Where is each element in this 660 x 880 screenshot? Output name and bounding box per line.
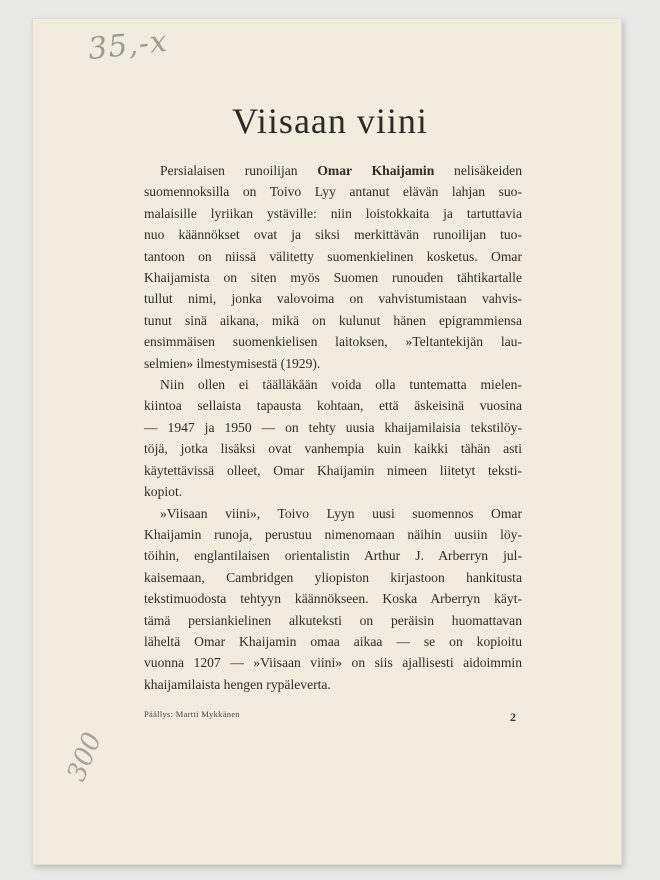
page-number: 2: [510, 710, 516, 724]
text-line: läheltä Omar Khaijamin omaa aikaa — se on kopioitu: [144, 633, 522, 649]
text-line: Khaijamin runoja, perustuu nimenomaan näihin uusiin löy-: [144, 526, 522, 542]
text-line: ensimmäisen suomenkielisen laitoksen, »Teltantekijän lau-: [144, 334, 522, 350]
page-title: Viisaan viini: [232, 101, 428, 141]
text-line: tantoon on niissä välitetty suomenkielinen kosketus. Omar: [144, 248, 522, 264]
text-line: tunut sinä aikana, mikä on kulunut hänen epigrammiensa: [144, 312, 522, 328]
text-line: kiintoa sellaista tapausta kohtaan, että äskeisinä vuosina: [144, 398, 522, 414]
text-fragment: Persialaisen runoilijan: [160, 163, 318, 178]
paragraph-3: [144, 503, 522, 696]
text-line: selmien» ilmestymisestä (1929).: [144, 355, 321, 371]
text-line: malaisille lyriikan ystäville: niin loistokkaita ja tartuttavia: [144, 205, 522, 221]
text-line: töihin, englantilaisen orientalistin Arthur J. Arberryn jul-: [144, 548, 522, 564]
paragraph-2: [144, 374, 522, 502]
paragraph-1: [144, 160, 522, 374]
pencil-price-annotation: 35,-x: [86, 23, 170, 68]
author-name: Omar Khaijamin: [317, 163, 435, 178]
text-line: vuonna 1207 — »Viisaan viini» on siis ajallisesti aidoimmin: [144, 655, 522, 671]
text-line: tullut nimi, jonka valovoima on vahvistumistaan vahvis-: [144, 291, 522, 307]
text-line: tämä persiankielinen alkuteksti on peräisin huomattavan: [144, 612, 522, 628]
text-line: suomennoksilla on Toivo Lyy antanut elävän lahjan suo-: [144, 184, 522, 200]
text-line: »Viisaan viini», Toivo Lyyn uusi suomennos Omar: [160, 505, 522, 521]
text-line: [144, 160, 522, 181]
text-line: Khaijamista on siten myös Suomen runouden tähtikartalle: [144, 270, 522, 286]
text-line: kopiot.: [144, 484, 183, 500]
text-line: — 1947 ja 1950 — on tehty uusia khaijamilaisia tekstilöy-: [144, 419, 522, 435]
text-line: tekstimuodosta tehtyyn käännökseen. Koska Arberryn käyt-: [144, 591, 522, 607]
text-fragment: nelisäkeiden: [434, 163, 522, 178]
text-line: töjä, jotka lisäksi ovat vanhempia kuin kaikki tähän asti: [144, 441, 522, 457]
text-line: käytettävissä olleet, Omar Khaijamin nimeen liitetyt teksti-: [144, 462, 522, 478]
blurb-text: [144, 160, 522, 695]
text-line: kaisemaan, Cambridgen yliopiston kirjastoon hankitusta: [144, 569, 522, 585]
pencil-side-annotation: 300: [61, 728, 109, 786]
text-line: nuo käännökset ovat ja siksi merkittävän runoilijan tuo-: [144, 227, 522, 243]
text-line: khaijamilaista hengen rypäleverta.: [144, 676, 331, 692]
text-line: Niin ollen ei täälläkään voida olla tuntematta mielen-: [160, 377, 522, 393]
cover-credit: Päällys: Martti Mykkänen: [144, 709, 240, 719]
